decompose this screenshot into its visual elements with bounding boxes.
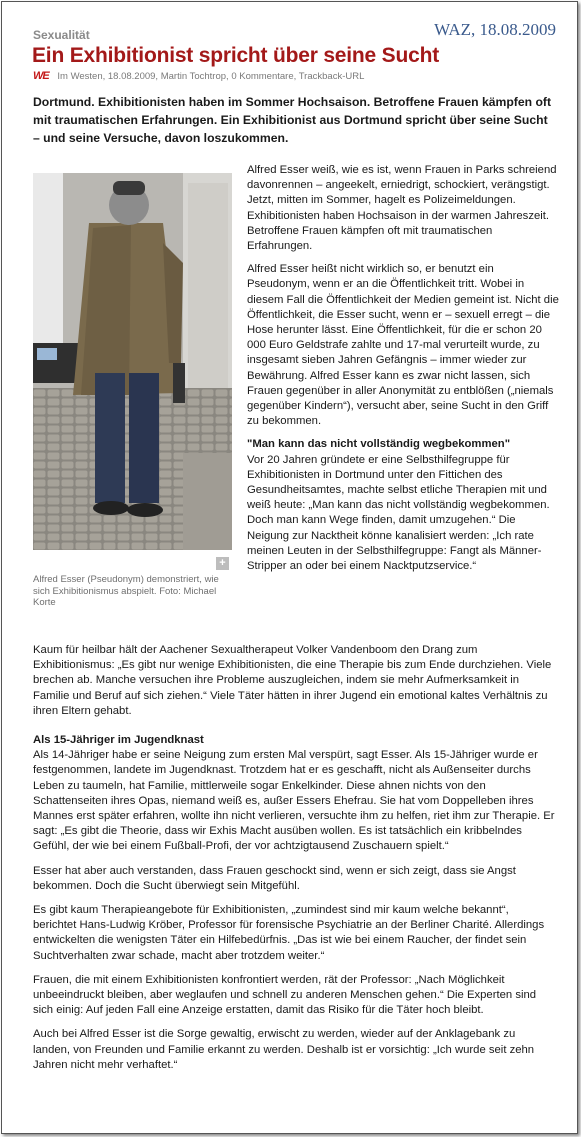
body-paragraph: Vor 20 Jahren gründete er eine Selbsthilfegruppe für Exhibitionisten in Dortmund unter den Fittichen des Gesundheitsamtes, machte selbst etliche Therapien mit und weiß heute: „Man kann das nicht vollständig wegbekommen. Doch man kann Wege finden, damit umzugehen.“ Die Neigung zur Nacktheit könne kanalisiert werden: „Ich rate meinen Leuten in der Selbsthilfegruppe: Fangt als Männer-Stripper an oder bei einem Nacktputzservice.“: [247, 453, 550, 573]
article-headline: Ein Exhibitionist spricht über seine Sucht: [32, 44, 439, 67]
article-meta: [33, 70, 364, 82]
enlarge-image-button[interactable]: +: [216, 557, 229, 570]
author-link[interactable]: Martin Tochtrop,: [160, 71, 229, 82]
body-paragraph: Es gibt kaum Therapieangebote für Exhibitionisten, „zumindest sind mir kaum welche bekannt“, berichtet Hans-Ludwig Kröber, Professor für forensische Psychiatrie an der Berliner Charité. Allerdings entwickelten die wenigsten Täter ein Hilfebedürfnis. „Das ist wie bei einem Raucher, der findet sein Suchtverhalten zwar schade, macht aber trotzdem weiter.“: [33, 904, 545, 962]
body-paragraph: Auch bei Alfred Esser ist die Sorge gewaltig, erwischt zu werden, wieder auf der Anklagebank zu landen, von Freunden und Familie erkannt zu werden. Deshalb ist er vorsichtig: „Ich wurde seit zehn Jahren nicht mehr verhaftet.“: [33, 1028, 535, 1071]
body-paragraph: Als 14-Jähriger habe er seine Neigung zum ersten Mal verspürt, sagt Esser. Als 15-Jähriger wurde er festgenommen, landete im Jugendknast. Trotzdem hat er es geschafft, nicht als Außenseiter durchs Leben zu taumeln, hat Familie, mittlerweile sogar Enkelkinder. Diese ahnen nichts von den Schattenseiten ihres Opas, niemand weiß es, außer Essers Ehefrau. Sie hat vom Doppelleben ihres Mannes erst später erfahren, wollte ihn nicht verlieren, versuchte ihm zu helfen, riet ihm zur Therapie. Er sagt: „Es gibt die Theorie, dass wir Exhis Macht ausüben wollen. Es ist tatsächlich ein kribbelndes Gefühl, der wie bei einem Fußball-Profi, der vor achtzigtausend Zuschauern spielt.“: [33, 749, 555, 853]
section-block: [33, 733, 555, 855]
article-body-right-column: [247, 163, 559, 582]
article-body-full-width: [33, 643, 555, 1082]
subheading: Als 15-Jähriger im Jugendknast: [33, 734, 204, 747]
subheading: "Man kann das nicht vollständig wegbekommen": [247, 438, 511, 451]
meta-location-date: Im Westen, 18.08.2009,: [57, 71, 159, 82]
section-label: Sexualität: [33, 28, 90, 42]
trackback-link[interactable]: Trackback-URL: [298, 71, 365, 82]
photo-illustration: [33, 173, 232, 550]
body-paragraph: Alfred Esser weiß, wie es ist, wenn Frauen in Parks schreiend davonrennen – angeekelt, erniedrigt, schockiert, verängstigt. Jetzt, mitten im Sommer, hagelt es Polizeimeldungen. Exhibitionisten haben Hochsaison in der warmen Jahreszeit. Betroffene Frauen kämpfen oft mit traumatischen Erfahrungen.: [247, 164, 557, 253]
source-stamp: WAZ, 18.08.2009: [434, 20, 556, 39]
image-caption: Alfred Esser (Pseudonym) demonstriert, wie sich Exhibitionismus abspielt. Foto: Michael Korte: [33, 574, 219, 608]
comments-link[interactable]: 0 Kommentare,: [231, 71, 297, 82]
body-paragraph: Kaum für heilbar hält der Aachener Sexualtherapeut Volker Vandenboom den Drang zum Exhibitionismus: „Es gibt nur wenige Exhibitionisten, die eine Therapie bis zum Ende durchziehen. Viele brechen ab. Manche versuchen ihre Probleme auszugleichen, indem sie mehr Aufmerksamkeit in Familie und Beruf auf sich ziehen.“ Viele Täter hätten in ihrer Jugend ein emotional kaltes Verhältnis zu ihren Eltern gehabt.: [33, 644, 552, 717]
we-logo: WE: [33, 70, 49, 82]
body-paragraph: Esser hat aber auch verstanden, dass Frauen geschockt sind, wenn er sich zeigt, dass sie Angst bekommen. Doch die Sucht überwiegt sein Mitgefühl.: [33, 864, 516, 892]
article-lead: Dortmund. Exhibitionisten haben im Sommer Hochsaison. Betroffene Frauen kämpfen oft mit traumatischen Erfahrungen. Ein Exhibitionist aus Dortmund spricht über seine Sucht – und seine Versuche, davon loszukommen.: [33, 95, 552, 145]
article-photo[interactable]: [33, 173, 232, 550]
body-paragraph: Alfred Esser heißt nicht wirklich so, er benutzt ein Pseudonym, wenn er an die Öffentlichkeit tritt. Wobei in diesem Fall die Öffentlichkeit der Medien gemeint ist. Nicht die Öffentlichkeit, die Esser sucht, wenn er – sexuell erregt – die Hose herunter lässt. Eine Öffentlichkeit, für die er schon 20 000 Euro Geldstrafe zahlte und 17-mal verurteilt wurde, zu insgesamt sieben Jahren Gefängnis – immer wieder zur Bewährung. Alfred Esser kann es zwar nicht lassen, sich Frauen gegenüber in aller Anonymität zu entblößen („niemals gegenüber Kindern“), versucht aber, seine Sucht in den Griff zu bekommen.: [247, 263, 559, 428]
body-paragraph: Frauen, die mit einem Exhibitionisten konfrontiert werden, rät der Professor: „Nach Möglichkeit unbeeindruckt bleiben, aber weglaufen und schnell zu anderen Menschen gehen.“ Die Experten sind sich einig: Auf jeden Fall eine Anzeige erstatten, damit das Risiko für die Täter hoch bleibt.: [33, 973, 537, 1017]
